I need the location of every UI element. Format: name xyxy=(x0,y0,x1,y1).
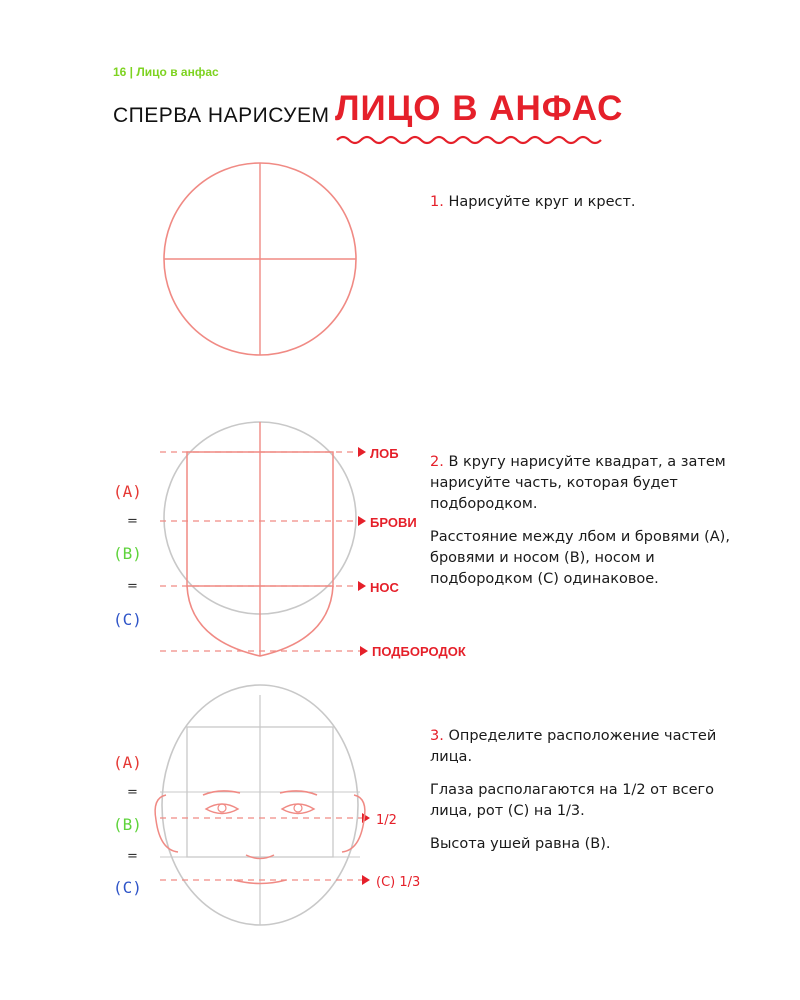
right-iris xyxy=(294,804,302,812)
left-eye xyxy=(206,804,238,814)
section-eq-1: = xyxy=(127,514,138,529)
step-3-number: 3. xyxy=(430,728,444,744)
section-a-label: (A) xyxy=(113,753,142,772)
label-nose: НОС xyxy=(370,580,399,595)
right-ear xyxy=(342,795,365,852)
left-iris xyxy=(218,804,226,812)
page-header: 16 | Лицо в анфас xyxy=(113,65,219,79)
section-a-label: (A) xyxy=(113,482,142,501)
mouth xyxy=(234,880,286,884)
step-3-extra-2: Высота ушей равна (B). xyxy=(430,836,611,852)
step-1-text: Нарисуйте круг и крест. xyxy=(443,194,636,210)
label-chin: ПОДБОРОДОК xyxy=(372,644,466,659)
section-b-label: (B) xyxy=(113,815,142,834)
step-1 xyxy=(430,192,730,225)
left-ear xyxy=(155,795,178,852)
page-title xyxy=(113,89,713,145)
step-2-number: 2. xyxy=(430,454,444,470)
section-c-label: (C) xyxy=(113,878,142,897)
label-brows: БРОВИ xyxy=(370,515,417,530)
step-3-extra-1: Глаза располагаются на 1/2 от всего лица, рот (C) на 1/3. xyxy=(430,782,715,819)
label-third: (C) 1/3 xyxy=(376,875,421,890)
right-eye xyxy=(282,804,314,814)
left-brow xyxy=(203,791,240,795)
step-2-extra: Расстояние между лбом и бровями (A), бровями и носом (B), носом и подбородком (C) одинаковое. xyxy=(430,529,730,587)
head-square xyxy=(187,452,333,586)
section-b-label: (B) xyxy=(113,544,142,563)
step-2 xyxy=(430,452,730,602)
label-forehead: ЛОБ xyxy=(370,446,399,461)
step-2-text: В кругу нарисуйте квадрат, а затем нарисуйте часть, которая будет подбородком. xyxy=(430,454,726,512)
face-outline xyxy=(162,685,358,925)
nose xyxy=(246,855,274,859)
title-prefix: СПЕРВА НАРИСУЕМ xyxy=(113,104,330,127)
title-main: ЛИЦО В АНФАС xyxy=(335,89,624,128)
face-square xyxy=(187,727,333,857)
step-3-text: Определите расположение частей лица. xyxy=(430,728,717,765)
step-1-number: 1. xyxy=(430,194,444,210)
head-circle xyxy=(164,422,356,614)
label-half: 1/2 xyxy=(376,813,397,828)
title-underline-squiggle xyxy=(335,133,605,147)
right-brow xyxy=(280,791,317,795)
section-eq-1: = xyxy=(127,785,138,800)
section-eq-2: = xyxy=(127,849,138,864)
step-3 xyxy=(430,726,730,867)
chin-outline xyxy=(187,586,333,656)
section-eq-2: = xyxy=(127,579,138,594)
section-c-label: (C) xyxy=(113,610,142,629)
guide-circle xyxy=(164,163,356,355)
